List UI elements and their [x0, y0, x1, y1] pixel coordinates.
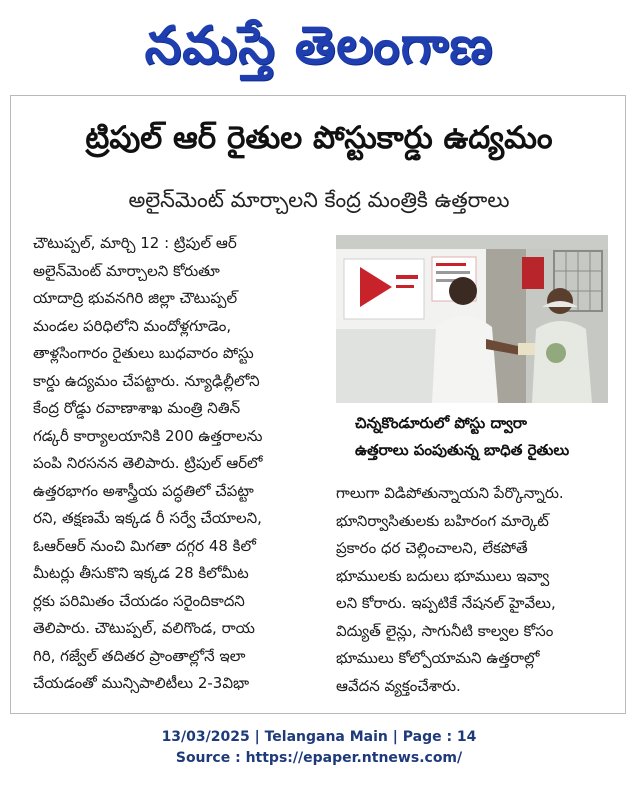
body-line: భూములకు బదులు భూములు ఇవ్వా [336, 566, 550, 585]
body-line: మండల పరిధిలోని మందోళ్లగూడెం, [33, 316, 232, 335]
body-line: ఉత్తరభాగం అశాస్త్రీయ పద్ధతిలో చేపట్టా [33, 481, 254, 500]
body-line: ప్రకారం ధర చెల్లించాలని, లేకపోతే [336, 539, 528, 557]
body-line: గాలుగా విడిపోతున్నాయని పేర్కొన్నారు. [336, 484, 564, 502]
body-line: ఆవేదన వ్యక్తంచేశారు. [336, 676, 461, 695]
body-line: పంపి నిరసనన తెలిపారు. ట్రిపుల్ ఆర్‌లో [33, 454, 263, 472]
farmers-posting-letters-photo [336, 235, 608, 403]
body-line: భూములు కోల్పోయామని ఉత్తరాల్లో [336, 649, 540, 667]
body-line: భూనిర్వాసితులకు బహిరంగ మార్కెట్ [336, 511, 549, 530]
body-line: ఓఆర్ఆర్ నుంచి మిగతా దగ్గర 48 కిలో [33, 536, 256, 555]
body-line: కేంద్ర రోడ్డు రవాణాశాఖ మంత్రి నితిన్ [33, 399, 241, 417]
article-body-right-column [336, 480, 616, 700]
body-line: అలైన్‌మెంట్ మార్చాలని కోరుతూ [33, 261, 220, 280]
body-line: యాదాద్రి భువనగిరి జిల్లా చౌటుప్పల్ [33, 289, 238, 307]
body-line: మీటర్లు తీసుకొని ఇక్కడ 28 కిలోమీట [33, 564, 249, 582]
body-line: గిరి, గజ్వేల్ తదితర ప్రాంతాల్లోనే ఇలా [33, 646, 246, 665]
page-footer [0, 727, 638, 769]
body-line: చౌటుప్పల్, మార్చి 12 : ట్రిపుల్ ఆర్ [33, 234, 237, 252]
article-body-left-column [33, 230, 333, 698]
body-line: చేయడంతో మున్సిపాలిటీలు 2-3విభా [33, 674, 250, 692]
photo-caption-line: చిన్నకొండూరులో పోస్టు ద్వారా [355, 414, 527, 432]
photo-caption [355, 410, 610, 464]
edition-info: 13/03/2025 | Telangana Main | Page : 14 [161, 729, 477, 745]
body-line: ర్లకు పరిమితం చేయడం సరైందికాదని [33, 591, 245, 610]
body-line: గడ్కరీ కార్యాలయానికి 200 ఉత్తరాలను [33, 426, 263, 445]
body-line: విద్యుత్ లైన్లు, సాగునీటి కాల్వల కోసం [336, 621, 554, 640]
body-line: కార్డు ఉద్యమం చేపట్టారు. న్యూఢిల్లీలోని [33, 371, 260, 390]
article-subheadline: అలైన్‌మెంట్ మార్చాలని కేంద్ర మంత్రికి ఉత్తరాలు [128, 188, 510, 212]
masthead-logo: నమస్తే తెలంగాణ [144, 15, 494, 76]
body-line: తెలిపారు. చౌటుప్పల్, వలిగొండ, రాయ [33, 619, 255, 637]
article-headline: ట్రిపుల్ ఆర్ రైతుల పోస్టుకార్డు ఉద్యమం [85, 120, 553, 156]
photo-caption-line: ఉత్తరాలు పంపుతున్న బాధిత రైతులు [355, 441, 570, 459]
body-line: రని, తక్షణమే ఇక్కడ రీ సర్వే చేయాలని, [33, 509, 262, 527]
article-photo [336, 235, 608, 403]
source-url: Source : https://epaper.ntnews.com/ [175, 750, 463, 766]
body-line: తాళ్లసింగారం రైతులు బుధవారం పోస్టు [33, 344, 254, 362]
body-line: లని కోరారు. ఇప్పటికే నేషనల్ హైవేలు, [336, 594, 556, 612]
